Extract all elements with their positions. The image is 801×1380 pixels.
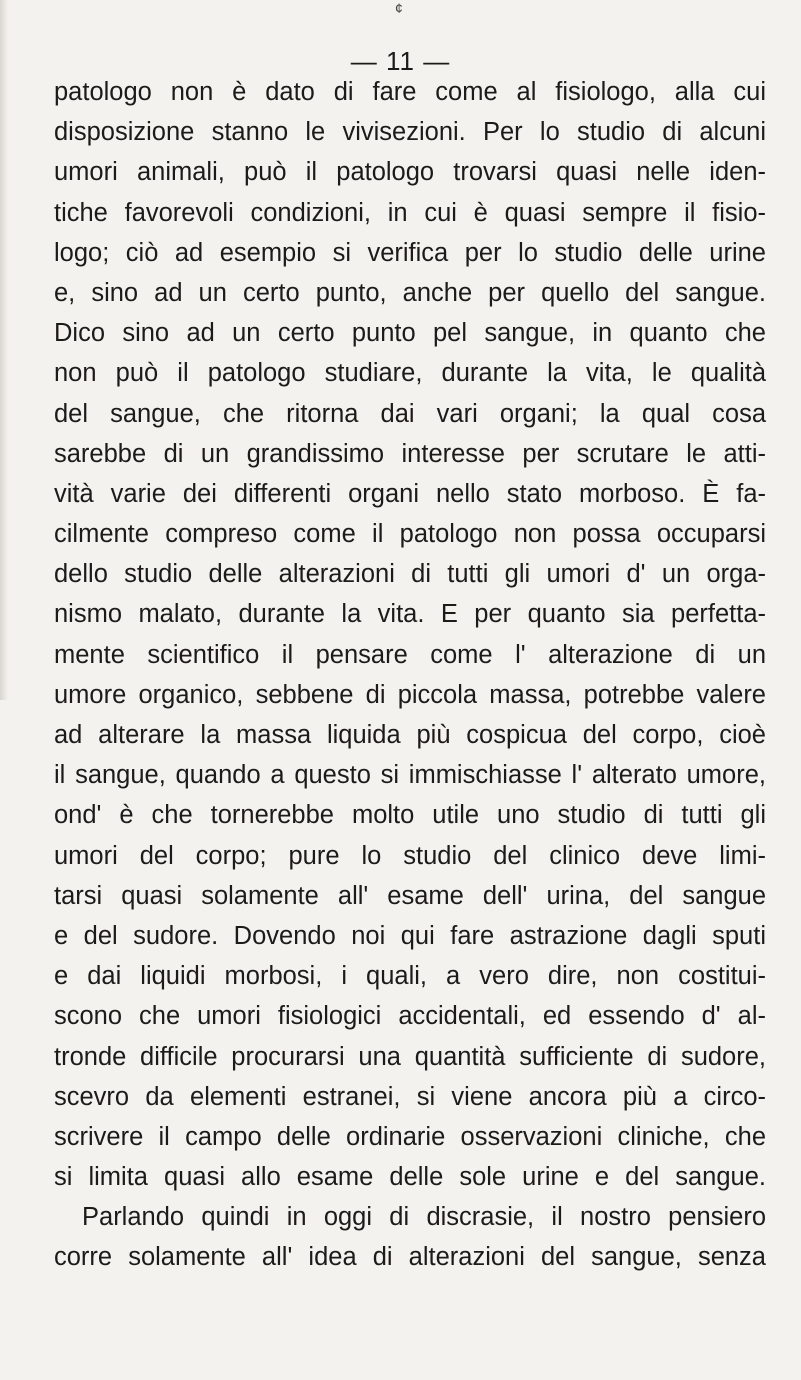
text-line: tiche favorevoli condizioni, in cui è quasi sempre il fisio-: [54, 198, 766, 227]
text-line: del sangue, che ritorna dai vari organi; la qual cosa: [54, 399, 766, 428]
page-top-mark: ¢: [395, 0, 403, 16]
text-line: il sangue, quando a questo si immischiasse l' alterato umore,: [54, 761, 766, 790]
body-text: [54, 72, 766, 1278]
text-line: tronde difficile procurarsi una quantità sufficiente di sudore,: [54, 1042, 766, 1071]
text-line: non può il patologo studiare, durante la vita, le qualità: [54, 359, 766, 388]
page-binding-shadow: [0, 0, 8, 700]
text-line: sarebbe di un grandissimo interesse per scrutare le atti-: [54, 439, 766, 468]
text-line: mente scientifico il pensare come l' alterazione di un: [54, 640, 766, 669]
text-line: disposizione stanno le vivisezioni. Per lo studio di alcuni: [54, 118, 766, 147]
text-line: patologo non è dato di fare come al fisiologo, alla cui: [54, 78, 766, 106]
text-line: corre solamente all' idea di alterazioni del sangue, senza: [54, 1243, 766, 1272]
text-line: e del sudore. Dovendo noi qui fare astrazione dagli sputi: [54, 921, 766, 950]
text-line: logo; ciò ad esempio si verifica per lo studio delle urine: [54, 238, 766, 267]
text-line: umori del corpo; pure lo studio del clinico deve limi-: [54, 841, 766, 870]
text-line: e, sino ad un certo punto, anche per quello del sangue.: [54, 278, 766, 307]
text-line: scevro da elementi estranei, si viene ancora più a circo-: [54, 1082, 766, 1111]
text-line: si limita quasi allo esame delle sole urine e del sangue.: [54, 1163, 766, 1192]
text-line: ad alterare la massa liquida più cospicua del corpo, cioè: [54, 721, 766, 749]
text-line: nismo malato, durante la vita. E per quanto sia perfetta-: [54, 600, 766, 629]
text-line: vità varie dei differenti organi nello stato morboso. È fa-: [54, 479, 766, 508]
text-line: cilmente compreso come il patologo non possa occuparsi: [54, 520, 766, 549]
text-line: tarsi quasi solamente all' esame dell' urina, del sangue: [54, 881, 766, 910]
text-line: dello studio delle alterazioni di tutti gli umori d' un orga-: [54, 560, 766, 589]
text-line: umore organico, sebbene di piccola massa, potrebbe valere: [54, 680, 766, 709]
text-line: scrivere il campo delle ordinarie osservazioni cliniche, che: [54, 1122, 766, 1151]
text-line: umori animali, può il patologo trovarsi quasi nelle iden-: [54, 158, 766, 187]
text-line: scono che umori fisiologici accidentali, ed essendo d' al-: [54, 1002, 766, 1031]
page-number: — 11 —: [350, 46, 451, 76]
text-line: e dai liquidi morbosi, i quali, a vero dire, non costitui-: [54, 962, 766, 991]
paragraph-first-line: Parlando quindi in oggi di discrasie, il nostro pensiero: [82, 1203, 766, 1232]
text-line: ond' è che tornerebbe molto utile uno studio di tutti gli: [54, 801, 766, 830]
text-line: Dico sino ad un certo punto pel sangue, in quanto che: [54, 319, 766, 348]
